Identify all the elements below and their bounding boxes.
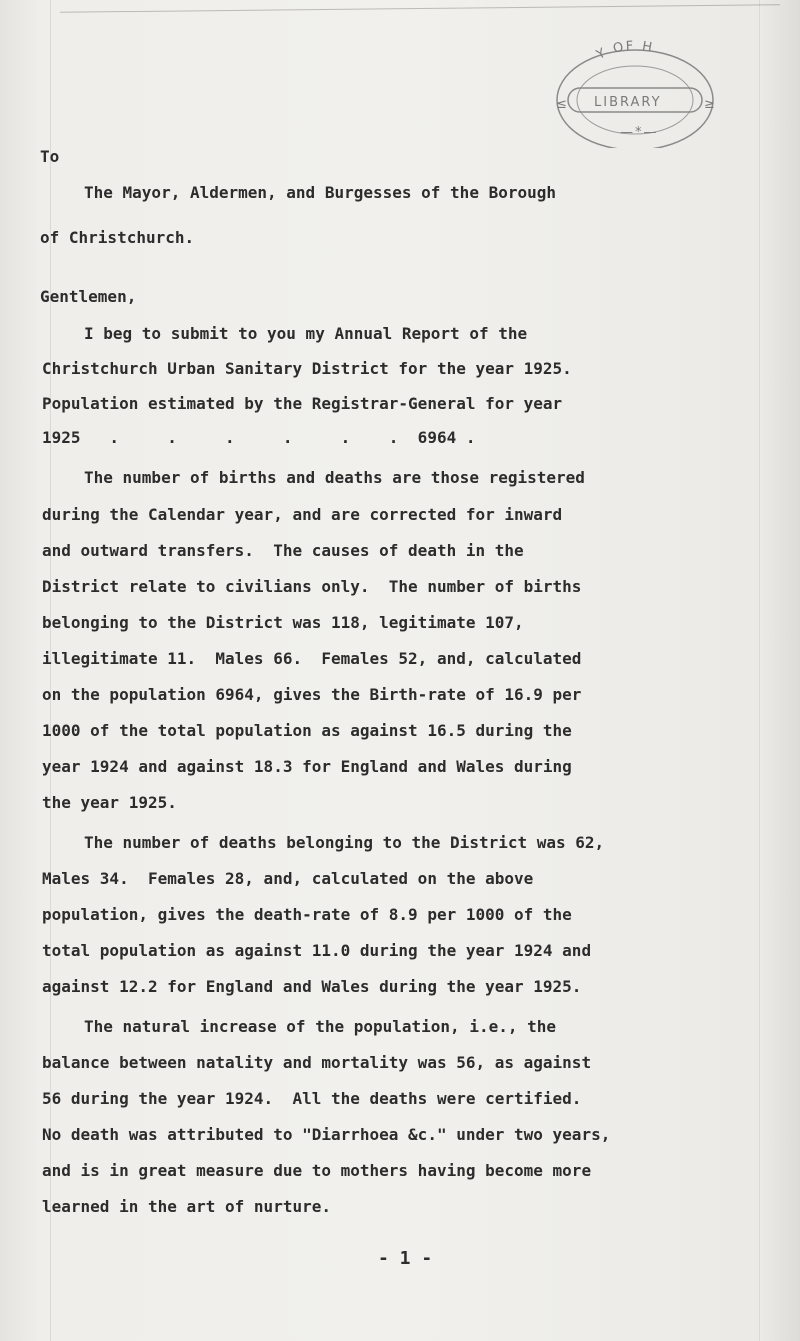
stamp-library-text: LIBRARY (594, 95, 662, 110)
body-line: and is in great measure due to mothers having become more (42, 1161, 592, 1180)
stamp-mark: —*— (620, 125, 659, 140)
body-line: The natural increase of the population, i.e., the (84, 1017, 557, 1036)
body-line: the year 1925. (42, 793, 177, 812)
body-line: Christchurch Urban Sanitary District for the year 1925. (42, 359, 572, 378)
body-line: learned in the art of nurture. (42, 1197, 331, 1216)
body-line: and outward transfers. The causes of death in the (42, 541, 524, 560)
page-number: - 1 - (378, 1248, 433, 1269)
body-line: The number of deaths belonging to the District was 62, (84, 833, 605, 852)
body-line: against 12.2 for England and Wales during the year 1925. (42, 977, 582, 996)
greeting: Gentlemen, (40, 287, 137, 306)
body-line: on the population 6964, gives the Birth-rate of 16.9 per (42, 685, 582, 704)
stamp-arc-text: Y OF H (594, 38, 656, 63)
body-line: I beg to submit to you my Annual Report of the (84, 324, 528, 343)
body-line: 1925 . . . . . . 6964 . (42, 428, 476, 447)
page-edge-right (759, 0, 800, 1341)
body-line: Males 34. Females 28, and, calculated on the above (42, 869, 534, 888)
body-line: District relate to civilians only. The number of births (42, 577, 582, 596)
body-line: Population estimated by the Registrar-General for year (42, 394, 563, 413)
body-line: The number of births and deaths are those registered (84, 468, 585, 487)
body-line: population, gives the death-rate of 8.9 per 1000 of the (42, 905, 572, 924)
scan-line-top (60, 4, 780, 13)
body-line: total population as against 11.0 during the year 1924 and (42, 941, 592, 960)
addressee-line-1: The Mayor, Aldermen, and Burgesses of the Borough (84, 183, 557, 202)
body-line: 1000 of the total population as against 16.5 during the (42, 721, 572, 740)
body-line: No death was attributed to "Diarrhoea &c." under two years, (42, 1125, 611, 1144)
salutation-to: To (40, 147, 60, 166)
body-line: belonging to the District was 118, legitimate 107, (42, 613, 524, 632)
body-line: during the Calendar year, and are corrected for inward (42, 505, 563, 524)
body-line: illegitimate 11. Males 66. Females 52, and, calculated (42, 649, 582, 668)
body-line: 56 during the year 1924. All the deaths were certified. (42, 1089, 582, 1108)
library-stamp (550, 28, 720, 148)
addressee-line-2: of Christchurch. (40, 228, 195, 247)
stamp-side-left: ≤ (556, 97, 569, 112)
stamp-side-right: ≥ (704, 97, 717, 112)
body-line: balance between natality and mortality was 56, as against (42, 1053, 592, 1072)
body-line: year 1924 and against 18.3 for England and Wales during (42, 757, 572, 776)
